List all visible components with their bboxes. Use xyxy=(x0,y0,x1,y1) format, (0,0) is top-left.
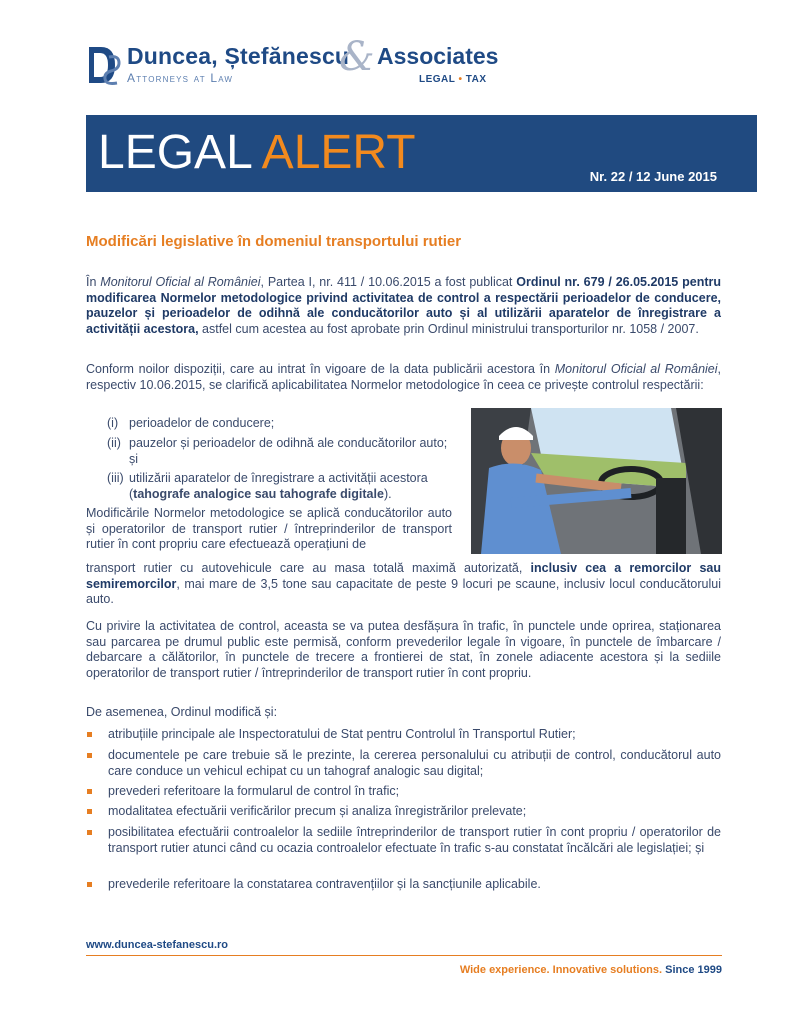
footer-tagline: Wide experience. Innovative solutions. Since 1999 xyxy=(459,964,722,976)
logo-name-part1: Duncea, Ștefănescu xyxy=(127,43,350,69)
ds-monogram-icon xyxy=(87,43,121,87)
issue-number: Nr. 22 / 12 June 2015 xyxy=(589,169,717,184)
logo-legal-tax: LEGAL • TAX xyxy=(419,74,487,85)
orange-square-bullet-icon xyxy=(87,789,92,794)
scope-paragraph: Conform noilor dispoziții, care au intrat în vigoare de la data publicării acestora în Monitorul Oficial al României, respectiv 10.06.2015, se clarifică aplicabilitatea Normelor metodologice în ceea ce privește controlul respectării: xyxy=(86,362,722,392)
logo-subtitle: Attorneys at Law xyxy=(127,71,234,85)
alert-subject-heading: Modificări legislative în domeniul transportului rutier xyxy=(86,233,462,250)
firm-logo xyxy=(87,34,517,96)
logo-ampersand: & xyxy=(339,34,375,80)
orange-square-bullet-icon xyxy=(87,809,92,814)
also-modifies-paragraph: De asemenea, Ordinul modifică și: xyxy=(86,705,278,719)
orange-square-bullet-icon xyxy=(87,732,92,737)
control-paragraph: Cu privire la activitatea de control, aceasta se va putea desfășura în trafic, în punctele unde oprirea, staționarea sau parcarea pe drumul public este permisă, conform prevederilor legale în vigoare, în punctele de îmbarcare / debarcare a călătorilor, în punctele de trecere a frontierei de stat, în zonele adiacente acestora și la sediile operatorilor de transport rutier / întreprinderilor de transport rutier în cont propriu. xyxy=(86,619,721,680)
application-paragraph: Modificările Normelor metodologice se aplică conducătorilor auto și operatorilor de transport rutier / întreprinderilor de transport rutier în cont propriu care efectuează operațiuni de xyxy=(86,506,452,551)
intro-paragraph: În Monitorul Oficial al României, Partea I, nr. 411 / 10.06.2015 a fost publicat Ordinul nr. 679 / 26.05.2015 pentru modificarea Normelor metodologice privind activitatea de control a respectării perioadelor de conducere, pauzelor și perioadelor de odihnă ale conducătorilor auto și al utilizării aparatelor de înregistrare a activității acestora, astfel cum acestea au fost aprobate prin Ordinul ministrului transporturilor nr. 1058 / 2007. xyxy=(86,275,721,336)
legal-alert-banner xyxy=(86,115,757,192)
logo-name-part2: Associates xyxy=(377,43,499,69)
orange-square-bullet-icon xyxy=(87,882,92,887)
truck-driver-photo xyxy=(471,408,722,554)
orange-square-bullet-icon xyxy=(87,830,92,835)
orange-square-bullet-icon xyxy=(87,753,92,758)
application-paragraph-continued: transport rutier cu autovehicule care au masa totală maximă autorizată, inclusiv cea a remorcilor sau semiremorcilor, mai mare de 3,5 tone sau capacitate de peste 9 locuri pe scaune, inclusiv locul conducătorului auto. xyxy=(86,561,721,606)
footer-divider xyxy=(86,955,722,956)
website-link[interactable]: www.duncea-stefanescu.ro xyxy=(86,939,229,951)
banner-title: LEGAL ALERT xyxy=(98,126,416,179)
